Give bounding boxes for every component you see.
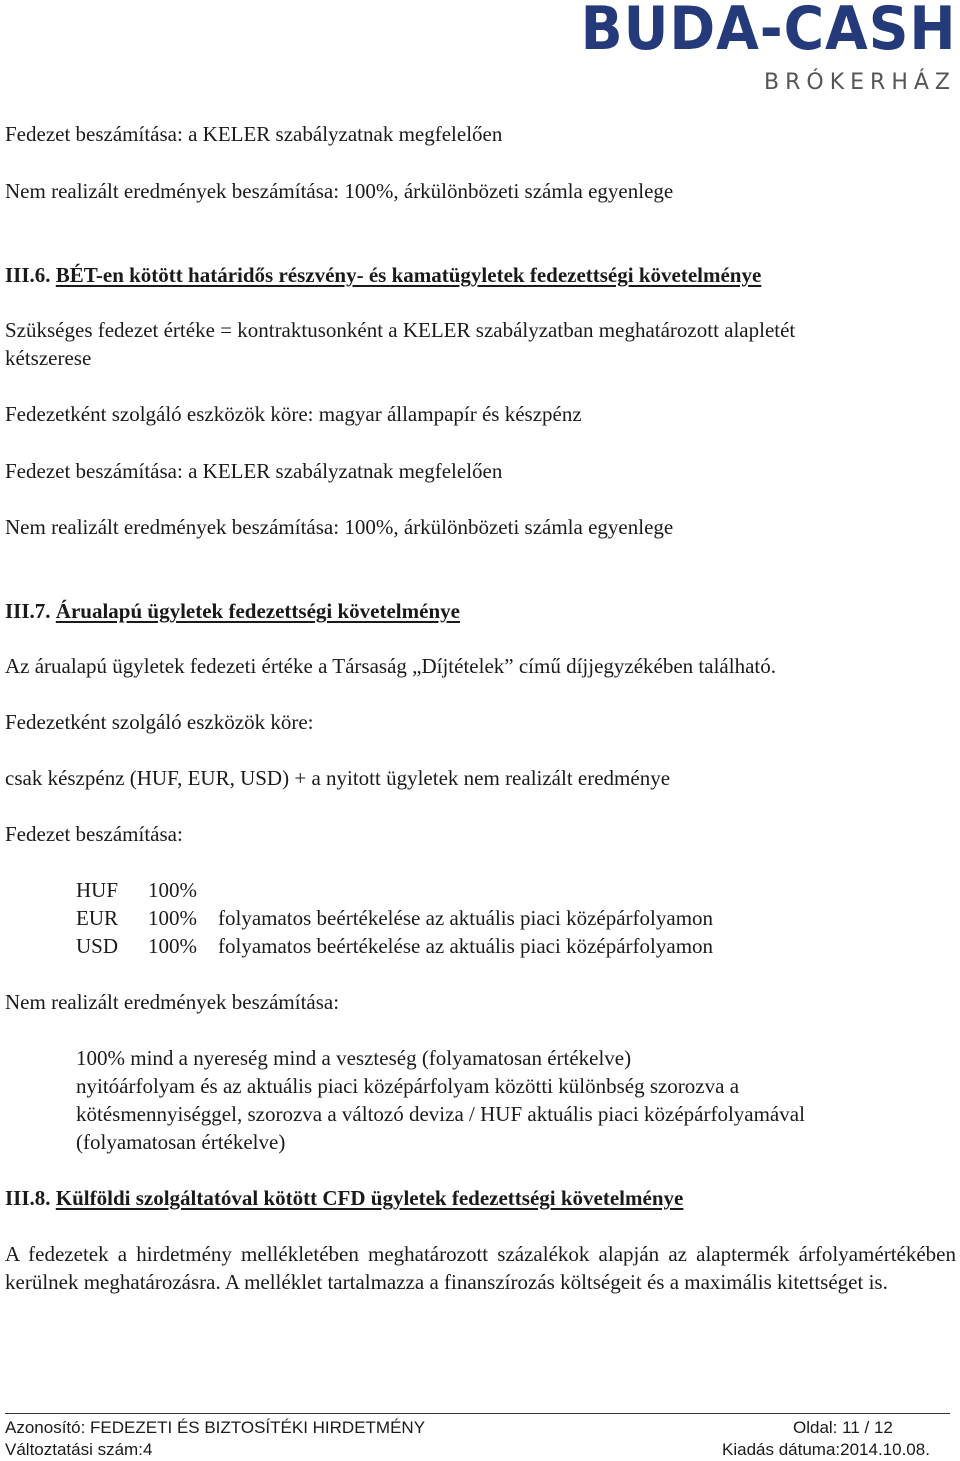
section-heading-iii8 (5, 1184, 683, 1212)
eszkozok-line: Fedezetként szolgáló eszközök köre: magyar állampapír és készpénz (5, 402, 582, 426)
currency-row (76, 932, 713, 960)
currency-note: folyamatos beértékelése az aktuális piaci középárfolyamon (218, 934, 714, 958)
logo-name: BUDA-CASH (580, 0, 956, 64)
section-number: III.8. (5, 1186, 51, 1210)
currency-code: EUR (76, 906, 118, 930)
eszkozok-label: Fedezetként szolgáló eszközök köre: (5, 710, 314, 734)
footer-valtoztatasi: Változtatási szám:4 (5, 1440, 153, 1459)
footer-page-number: Oldal: 11 / 12 (793, 1418, 893, 1437)
footer-divider (5, 1413, 950, 1414)
arualapu-intro-line: Az árualapú ügyletek fedezeti értéke a Társaság „Díjtételek” című díjjegyzékében található. (5, 654, 776, 678)
currency-row (76, 904, 713, 932)
company-logo (488, 0, 958, 100)
prev-fedezet-line: Fedezet beszámítása: a KELER szabályzatnak megfelelően (5, 122, 503, 146)
nem-realizalt-line: Nem realizált eredmények beszámítása: 100%, árkülönbözeti számla egyenlege (5, 515, 674, 539)
currency-row (76, 876, 218, 904)
section-heading-iii7 (5, 597, 460, 625)
section-title: Árualapú ügyletek fedezettségi követelménye (55, 599, 460, 623)
section-number: III.6. (5, 263, 51, 287)
fedezet-label: Fedezet beszámítása: (5, 822, 183, 846)
prev-nem-realizalt-line: Nem realizált eredmények beszámítása: 100%, árkülönbözeti számla egyenlege (5, 179, 674, 203)
fedezet-line: Fedezet beszámítása: a KELER szabályzatnak megfelelően (5, 459, 503, 483)
footer-kiadas-datuma: Kiadás dátuma:2014.10.08. (722, 1440, 930, 1459)
section-title: BÉT-en kötött határidős részvény- és kamatügyletek fedezettségi követelménye (55, 263, 762, 287)
footer-azonosito: Azonosító: FEDEZETI ÉS BIZTOSÍTÉKI HIRDETMÉNY (5, 1418, 426, 1437)
szukseges-line-2: kétszerese (5, 346, 92, 370)
logo-subtitle: BRÓKERHÁZ (764, 70, 956, 95)
currency-code: HUF (76, 878, 119, 902)
section-title: Külföldi szolgáltatóval kötött CFD ügyletek fedezettségi követelménye (55, 1186, 684, 1210)
csak-keszpenz-line: csak készpénz (HUF, EUR, USD) + a nyitott ügyletek nem realizált eredménye (5, 766, 671, 790)
nem-realizalt-detail-line: 100% mind a nyereség mind a veszteség (folyamatosan értékelve) (76, 1046, 632, 1070)
currency-percent: 100% (148, 934, 197, 958)
nem-realizalt-detail-line: nyitóárfolyam és az aktuális piaci középárfolyam közötti különbség szorozva a (76, 1074, 740, 1098)
section-number: III.7. (5, 599, 51, 623)
currency-note: folyamatos beértékelése az aktuális piaci középárfolyamon (218, 906, 714, 930)
nem-realizalt-label: Nem realizált eredmények beszámítása: (5, 990, 340, 1014)
szukseges-line-1: Szükséges fedezet értéke = kontraktusonként a KELER szabályzatban meghatározott alapletét (5, 318, 796, 342)
currency-percent: 100% (148, 906, 197, 930)
nem-realizalt-detail-line: kötésmennyiséggel, szorozva a változó deviza / HUF aktuális piaci középárfolyamával (76, 1102, 805, 1126)
currency-percent: 100% (148, 878, 197, 902)
nem-realizalt-detail-line: (folyamatosan értékelve) (76, 1130, 286, 1154)
section-heading-iii6 (5, 261, 761, 289)
cfd-paragraph: A fedezetek a hirdetmény mellékletében meghatározott százalékok alapján az alaptermék árfolyamértékében kerülnek meghatározásra. A melléklet tartalmazza a finanszírozás költségeit és a maximális kitettséget is. (5, 1242, 956, 1294)
currency-code: USD (76, 934, 119, 958)
